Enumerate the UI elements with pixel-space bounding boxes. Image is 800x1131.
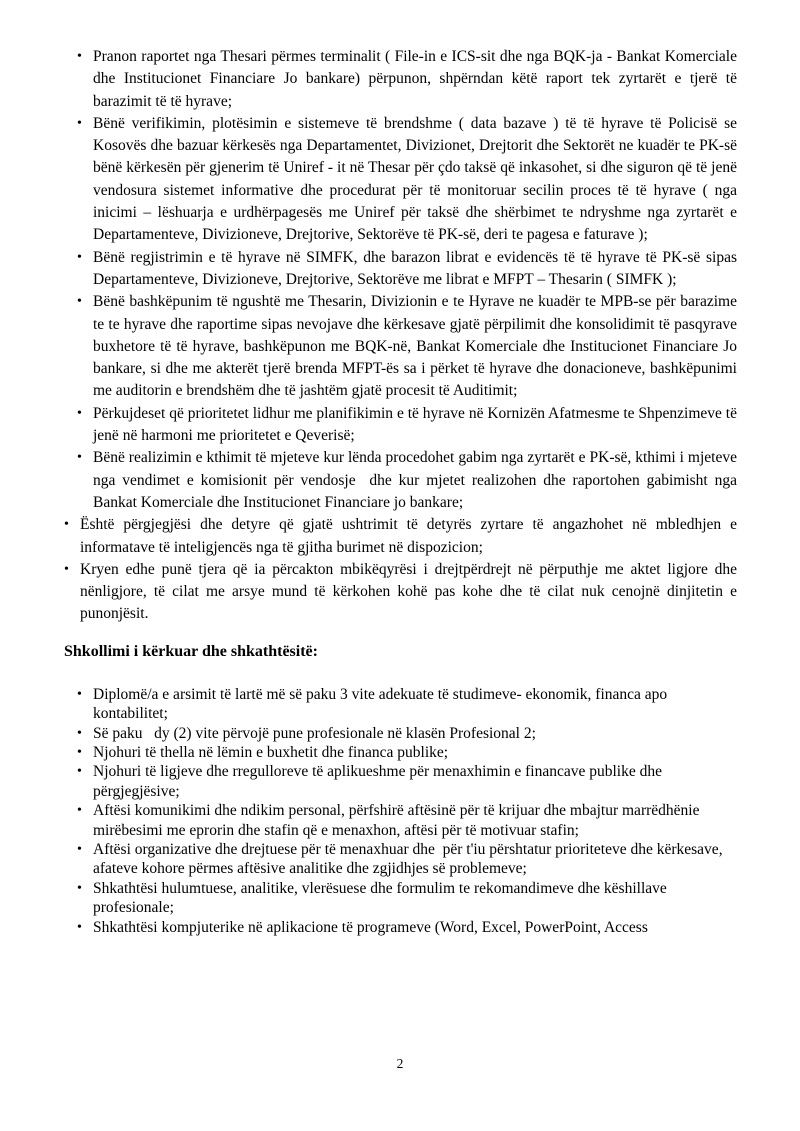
bullet-icon: •: [64, 517, 69, 533]
qualification-text: Aftësi organizative dhe drejtuese për të menaxhuar dhe për t'iu përshtatur prioriteteve dhe kërkesave, afateve kohore përmes aftësive analitike dhe zgjidhjes së problemeve;: [93, 840, 727, 878]
bullet-icon: •: [77, 880, 82, 896]
duty-text: Bënë verifikimin, plotësimin e sistemeve të brendshme ( data bazave ) të të hyrave të Policisë se Kosovës dhe bazuar kërkesës nga Departamentet, Divizionet, Drejtorit dhe Sektorët ne kuadër te PK-së bënë kërkesën për gjenerim të Uniref - it në Thesar për çdo taksë që inkasohet, si dhe siguron që të jenë vendosura sistemet informative dhe procedurat për të monitoruar secilin proces të të hyrave ( nga inicimi – lëshuarja e urdhërpagesës me Uniref për taksë dhe shërbimet te ndryshme nga zyrtarët e Departamenteve, Divizioneve, Drejtorive, Sektorëve të PK-së, deri te pagesa e faturave );: [93, 114, 745, 244]
page-number: 2: [396, 1056, 404, 1071]
list-item: [51, 514, 741, 559]
bullet-icon: •: [77, 294, 82, 310]
qualification-text: Njohuri të thella në lëmin e buxhetit dhe financa publike;: [93, 743, 449, 761]
bullet-icon: •: [77, 405, 82, 421]
bullet-icon: •: [77, 249, 82, 265]
duty-text: Bënë realizimin e kthimit të mjeteve kur lënda procedohet gabim nga zyrtarët e PK-së, kthimi i mjeteve nga vendimet e komisionit për vendosje dhe kur mjetet realizohen dhe raportohen gabimisht nga Bankat Komerciale dhe Institucionet Financiare jo bankare;: [93, 449, 741, 511]
list-item: [64, 801, 737, 840]
qualification-text: Aftësi komunikimi dhe ndikim personal, përfshirë aftësinë për të krijuar dhe mbajtur marrëdhënie mirëbesimi me eprorin dhe stafin që e menaxhon, aftësi për të motivuar stafin;: [93, 802, 704, 839]
duty-text: Bënë regjistrimin e të hyrave në SIMFK, dhe barazon librat e evidencës të të hyrave të PK-së sipas Departamenteve, Divizioneve, Drejtorive, Sektorëve me librat e MFPT – Thesarin ( SIMFK );: [93, 248, 741, 288]
duty-text: Kryen edhe punë tjera që ia përcakton mbikëqyrësi i drejtpërdrejt në përputhje me aktet ligjore dhe nënligjore, të cilat me arsye mund të kërkohen kohë pas kohe dhe të cilat nuk cenojnë dinjitetin e punonjësit.: [80, 560, 741, 623]
section-heading: Shkollimi i kërkuar dhe shkathtësitë:: [64, 642, 318, 660]
qualifications-list: [64, 685, 737, 937]
list-item: [64, 113, 745, 247]
bullet-icon: •: [77, 841, 82, 857]
bullet-icon: •: [77, 764, 82, 780]
qualification-text: Shkathtësi kompjuterike në aplikacione të programeve (Word, Excel, PowerPoint, Access: [93, 918, 648, 936]
list-item: [64, 918, 737, 937]
list-item: [64, 743, 737, 762]
list-item: [64, 879, 737, 918]
bullet-icon: •: [77, 686, 82, 702]
bullet-icon: •: [77, 803, 82, 819]
list-item: [64, 762, 737, 801]
list-item: [64, 724, 737, 743]
list-item: [64, 840, 737, 879]
duty-text: Pranon raportet nga Thesari përmes terminalit ( File-in e ICS-sit dhe nga BQK-ja - Bankat Komerciale dhe Institucionet Financiare Jo bankare) përpunon, shpërndan këtë raport tek zyrtarët e tjerë të barazimit të të hyrave;: [93, 48, 741, 110]
bullet-icon: •: [77, 115, 82, 131]
qualification-text: Diplomë/a e arsimit të lartë më së paku 3 vite adekuate të studimeve- ekonomik, financa apo kontabilitet;: [93, 685, 672, 723]
list-item: [64, 46, 741, 113]
bullet-icon: •: [77, 919, 82, 935]
list-item: [64, 685, 737, 724]
bullet-icon: •: [64, 561, 69, 577]
duty-text: Bënë bashkëpunim të ngushtë me Thesarin, Divizionin e te Hyrave ne kuadër te MPB-se për barazime te te hyrave dhe raportime sipas nevojave dhe kërkesave gjatë përpilimit dhe konsolidimit të pasqyrave buxhetore të të hyrave, bashkëpunon me BQK-në, Bankat Komerciale dhe Institucionet Financiare Jo bankare, si dhe me akterët tjerë brenda MFPT-ës sa i përket të hyrave dhe donacioneve, bashkëpunimi me auditorin e brendshëm dhe të jashtëm gjatë procesit të Auditimit;: [93, 293, 741, 400]
bullet-icon: •: [77, 49, 82, 64]
duty-text: Përkujdeset që prioritetet lidhur me planifikimin e të hyrave në Kornizën Afatmesme te Shpenzimeve të jenë në harmoni me prioritetet e Qeverisë;: [93, 404, 741, 445]
list-item: [64, 247, 741, 292]
duties-list: [64, 46, 745, 626]
list-item: [51, 559, 741, 626]
bullet-icon: •: [77, 744, 82, 760]
bullet-icon: •: [77, 725, 82, 741]
list-item: [64, 403, 741, 448]
qualification-text: Shkathtësi hulumtuese, analitike, vlerësuese dhe formulim te rekomandimeve dhe këshillave profesionale;: [93, 879, 671, 917]
list-item: [64, 291, 741, 402]
bullet-icon: •: [77, 450, 82, 466]
qualification-text: Së paku dy (2) vite përvojë pune profesionale në klasën Profesional 2;: [93, 724, 536, 742]
list-item: [64, 447, 741, 514]
qualification-text: Njohuri të ligjeve dhe rregulloreve të aplikueshme për menaxhimin e financave publike dhe përgjegjësive;: [93, 763, 666, 800]
duty-text: Është përgjegjësi dhe detyre që gjatë ushtrimit të detyrës zyrtare të angazhohet në mbledhjen e informatave të inteligjencës nga të gjitha burimet në dispozicion;: [80, 516, 741, 556]
